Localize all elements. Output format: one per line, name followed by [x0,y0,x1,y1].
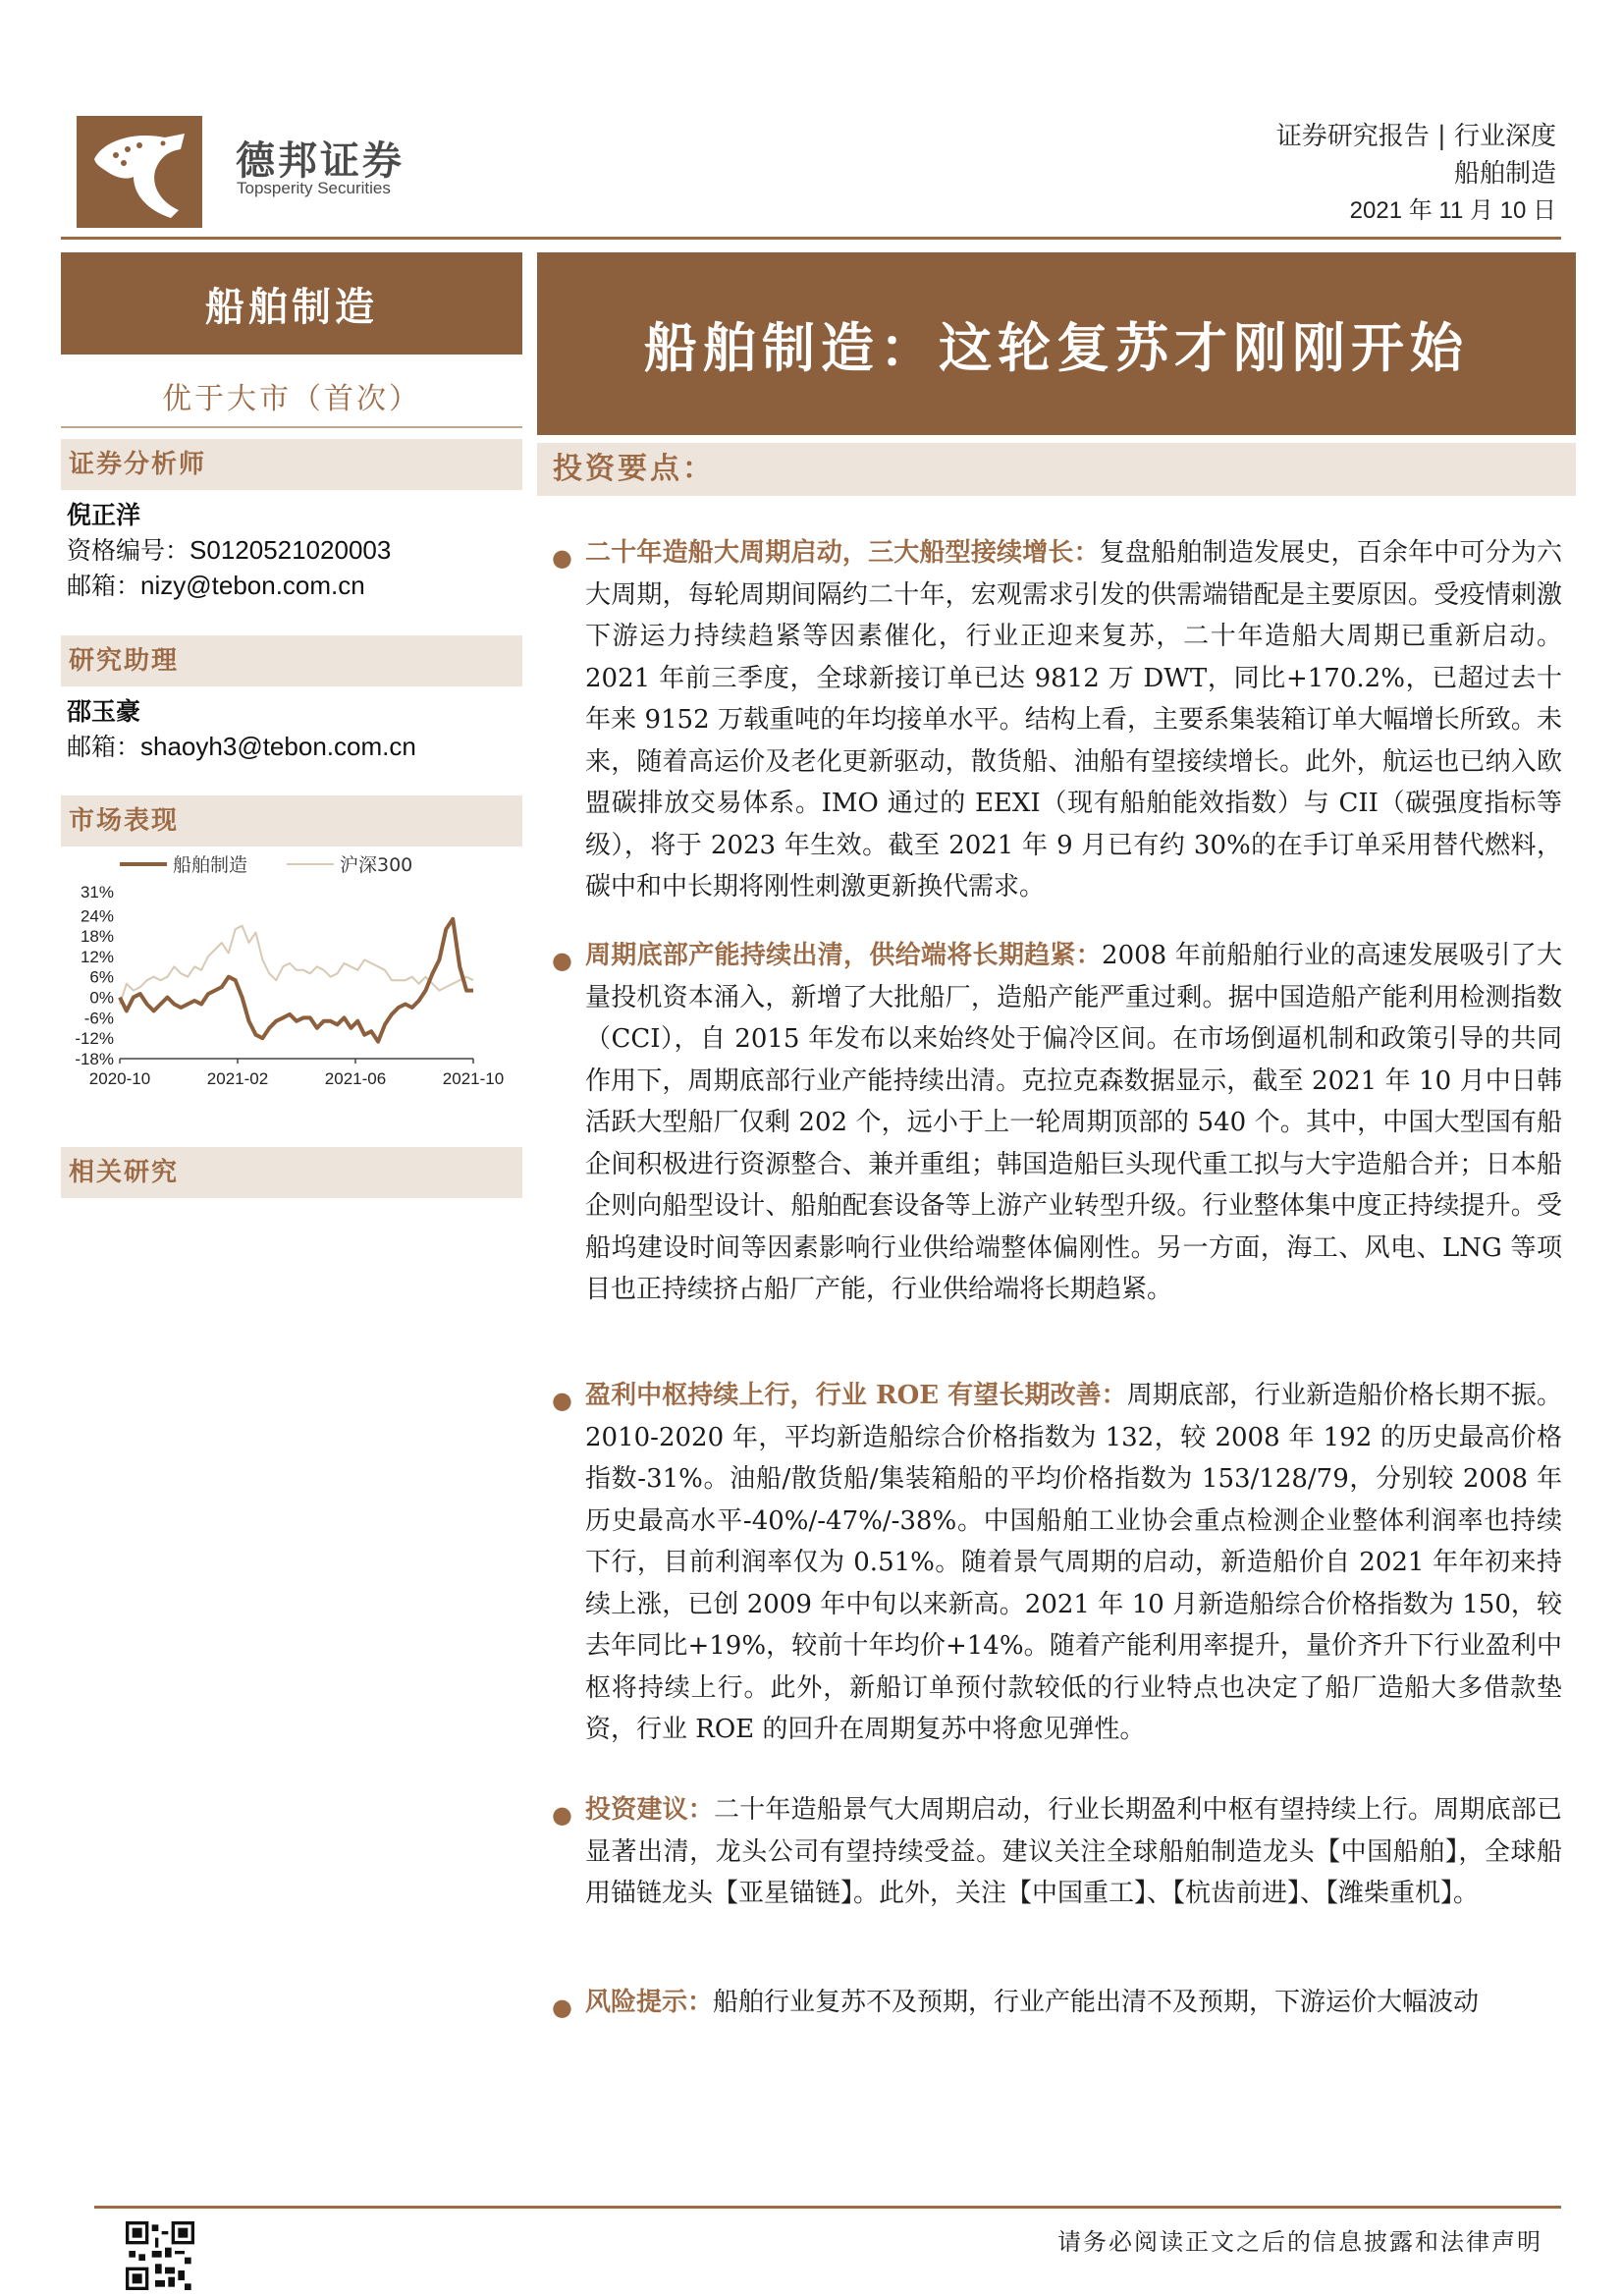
key-point-2 [585,935,1562,1311]
bullet-dot-icon: ● [552,1994,572,2021]
assistant-name: 邵玉豪 [67,697,141,726]
qr-code-icon [126,2221,194,2290]
report-industry: 船舶制造 [1453,159,1556,189]
y-tick-label: -18% [75,1050,114,1068]
key-point-4-heading: 投资建议： [585,1795,714,1825]
y-tick-label: 6% [89,967,114,987]
y-tick-label: 12% [80,947,114,966]
key-point-5 [585,1982,1562,2024]
series-line-1 [120,926,473,1005]
chart-legend [120,854,412,876]
analyst-cert-value: S0120521020003 [189,535,392,565]
related-section-header: 相关研究 [61,1147,522,1198]
y-tick-label: 24% [80,906,114,926]
assistant-email-label: 邮箱： [67,733,141,761]
report-type: 证券研究报告 | 行业深度 [1275,122,1556,151]
brand-logo-icon [77,116,202,228]
key-point-4-text: 二十年造船景气大周期启动，行业长期盈利中枢有望持续上行。周期底部已显著出清，龙头公司有望持续受益。建议关注全球船舶制造龙头【中国船舶】，全球船用锚链龙头【亚星锚链】。此外，关注【中国重工】、【杭齿前进】、【潍柴重机】。 [585,1795,1562,1908]
key-point-2-heading: 周期底部产能持续出清，供给端将长期趋紧： [585,941,1103,970]
rating-divider [61,426,522,428]
legend-label-0: 船舶制造 [173,854,248,876]
key-point-4 [585,1789,1562,1915]
header-divider [61,237,1561,240]
analyst-email-label: 邮箱： [67,572,141,600]
analyst-email [67,567,365,602]
report-meta [1276,118,1556,230]
x-tick-label: 2021-10 [442,1069,505,1088]
chart-series [120,919,473,1042]
key-point-5-text: 船舶行业复苏不及预期，行业产能出清不及预期，下游运价大幅波动 [713,1988,1480,2017]
x-tick-label: 2021-06 [324,1069,387,1088]
bullet-dot-icon: ● [552,544,572,572]
y-tick-label: -12% [75,1029,114,1049]
x-tick-label: 2021-02 [206,1069,269,1088]
y-tick-label: -6% [83,1009,114,1028]
footer-divider [94,2206,1561,2209]
market-section-header: 市场表现 [61,795,522,847]
analyst-section-header: 证券分析师 [61,439,522,490]
brand-name-en: Topsperity Securities [237,179,391,197]
key-point-3-heading: 盈利中枢持续上行，行业 ROE 有望长期改善： [585,1381,1127,1410]
assistant-email-value[interactable]: shaoyh3@tebon.com.cn [140,732,416,761]
series-line-0 [120,919,473,1042]
key-point-2-text: 2008 年前船舶行业的高速发展吸引了大量投机资本涌入，新增了大批船厂，造船产能严重过剩。据中国造船产能利用检测指数（CCI），自 2015 年发布以来始终处于偏冷区间。在市场倒逼机制和政策引导的共同作用下，周期底部行业产能持续出清。克拉克森数据显示，截至 2021 年 10 月中日韩活跃大型船厂仅剩 202 个，远小于上一轮周期顶部的 540 个。其中，中国大型国有船企间积极进行资源整合、兼并重组；韩国造船巨头现代重工拟与大宇造船合并；日本船企则向船型设计、船舶配套设备等上游产业转型升级。行业整体集中度正持续提升。受船坞建设时间等因素影响行业供给端整体偏刚性。另一方面，海工、风电、LNG 等项目也正持续挤占船厂产能，行业供给端将长期趋紧。 [585,941,1562,1304]
analyst-cert [67,531,391,567]
assistant-section-header: 研究助理 [61,635,522,686]
key-point-3-text: 周期底部，行业新造船价格长期不振。2010-2020 年，平均新造船综合价格指数为 132，较 2008 年 192 的历史最高价格指数-31%。油船/散货船/集装箱船的平均价格指数为 153/128/79，分别较 2008 年历史最高水平-40%/-47%/-38%。中国船舶工业协会重点检测企业整体利润率也持续下行，目前利润率仅为 0.51%。随着景气周期的启动，新造船价自 2021 年年初来持续上涨，已创 2009 年中旬以来新高。2021 年 10 月新造船综合价格指数为 150，较去年同比+19%，较前十年均价+14%。随着产能利用率提升，量价齐升下行业盈利中枢将持续上行。此外，新船订单预付款较低的行业特点也决定了船厂造船大多借款垫资，行业 ROE 的回升在周期复苏中将愈见弹性。 [585,1381,1562,1744]
brand-name-cn: 德邦证券 [236,138,405,184]
y-tick-label: 31% [80,883,114,902]
key-point-5-heading: 风险提示： [585,1988,714,2017]
y-tick-label: 0% [89,988,114,1008]
chart-y-axis [75,883,114,1068]
rating: 优于大市（首次） [162,382,421,416]
bullet-dot-icon: ● [552,1801,572,1829]
bullet-dot-icon: ● [552,1387,572,1414]
key-points-header: 投资要点： [537,443,1576,496]
y-tick-label: 18% [80,927,114,947]
analyst-cert-label: 资格编号： [67,536,190,565]
analyst-email-value[interactable]: nizy@tebon.com.cn [140,571,365,600]
key-point-3 [585,1375,1562,1751]
legal-disclaimer: 请务必阅读正文之后的信息披露和法律声明 [1057,2228,1542,2256]
industry-box: 船舶制造 [61,252,522,355]
report-title: 船舶制造：这轮复苏才刚刚开始 [537,252,1576,435]
report-date: 2021 年 11 月 10 日 [1349,197,1556,224]
x-tick-label: 2020-10 [88,1069,151,1088]
key-point-1-heading: 二十年造船大周期启动，三大船型接续增长： [585,538,1100,568]
chart-x-axis [89,1059,504,1088]
assistant-email [67,728,416,763]
bullet-dot-icon: ● [552,947,572,974]
key-point-1 [585,532,1562,908]
market-performance-chart [61,848,522,1104]
legend-label-1: 沪深300 [340,854,413,876]
analyst-name: 倪正洋 [67,501,141,529]
key-point-1-text: 复盘船舶制造发展史，百余年中可分为六大周期，每轮周期间隔约二十年，宏观需求引发的供需端错配是主要原因。受疫情刺激下游运力持续趋紧等因素催化，行业正迎来复苏，二十年造船大周期已重新启动。2021 年前三季度，全球新接订单已达 9812 万 DWT，同比+170.2%，已超过去十年来 9152 万载重吨的年均接单水平。结构上看，主要系集装箱订单大幅增长所致。未来，随着高运价及老化更新驱动，散货船、油船有望接续增长。此外，航运也已纳入欧盟碳排放交易体系。IMO 通过的 EEXI（现有船舶能效指数）与 CII（碳强度指标等级），将于 2023 年生效。截至 2021 年 9 月已有约 30%的在手订单采用替代燃料，碳中和中长期将刚性刺激更新换代需求。 [585,538,1562,902]
